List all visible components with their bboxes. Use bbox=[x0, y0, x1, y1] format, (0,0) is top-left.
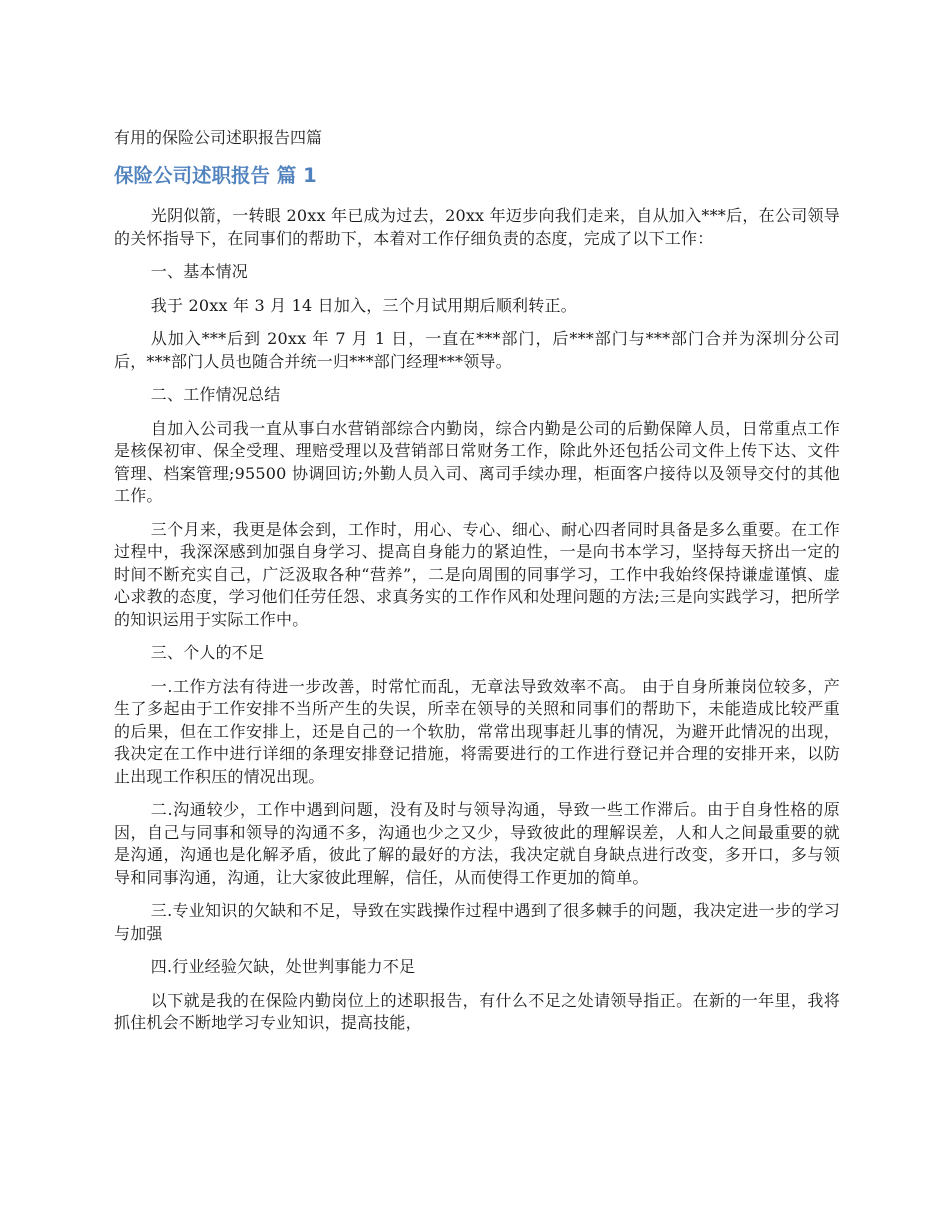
document-body bbox=[114, 205, 840, 1046]
paragraph-shortcoming-1: 一.工作方法有待进一步改善，时常忙而乱，无章法导致效率不高。 由于自身所兼岗位较多，产生了多起由于工作安排不当所产生的失误，所幸在领导的关照和同事们的帮助下，未能造成比较严重的后果，但在工作安排上，还是自己的一个软肋，常常出现事赶儿事的情况，为避开此情况的出现，我决定在工作中进行详细的条理安排登记措施，将需要进行的工作进行登记并合理的安排开来，以防止出现工作积压的情况出现。 bbox=[114, 676, 840, 786]
subheading-work-summary: 二、工作情况总结 bbox=[150, 385, 281, 404]
section-heading: 保险公司述职报告 篇 1 bbox=[114, 164, 317, 187]
paragraph-closing: 以下就是我的在保险内勤岗位上的述职报告，有什么不足之处请领导指正。在新的一年里，我将抓住机会不断地学习专业知识，提高技能， bbox=[114, 990, 840, 1032]
paragraph-experience: 三个月来，我更是体会到，工作时，用心、专心、细心、耐心四者同时具备是多么重要。在工作过程中，我深深感到加强自身学习、提高自身能力的紧迫性，一是向书本学习，坚持每天挤出一定的时间不断充实自己，广泛汲取各种“营养”，二是向周围的同事学习，工作中我始终保持谦虚谨慎、虚心求教的态度，学习他们任劳任怨、求真务实的工作作风和处理问题的方法;三是向实践学习，把所学的知识运用于实际工作中。 bbox=[114, 519, 840, 629]
paragraph-department: 从加入***后到 20xx 年 7 月 1 日，一直在***部门，后***部门与***部门合并为深圳分公司后，***部门人员也随合并统一归***部门经理***领导。 bbox=[114, 329, 840, 371]
paragraph-duties: 自加入公司我一直从事白水营销部综合内勤岗，综合内勤是公司的后勤保障人员，日常重点工作是核保初审、保全受理、理赔受理以及营销部日常财务工作，除此外还包括公司文件上传下达、文件管理、档案管理;95500 协调回访;外勤人员入司、离司手续办理，柜面客户接待以及领导交付的其他工作。 bbox=[114, 418, 840, 505]
subheading-basic-info: 一、基本情况 bbox=[150, 262, 248, 281]
paragraph-shortcoming-3: 三.专业知识的欠缺和不足，导致在实践操作过程中遇到了很多棘手的问题，我决定进一步的学习与加强 bbox=[114, 901, 840, 943]
paragraph-shortcoming-4: 四.行业经验欠缺，处世判事能力不足 bbox=[150, 957, 416, 976]
paragraph-shortcoming-2: 二.沟通较少，工作中遇到问题，没有及时与领导沟通，导致一些工作滞后。由于自身性格的原因，自己与同事和领导的沟通不多，沟通也少之又少，导致彼此的理解误差，人和人之间最重要的就是沟通，沟通也是化解矛盾，彼此了解的最好的方法，我决定就自身缺点进行改变，多开口，多与领导和同事沟通，沟通，让大家彼此理解，信任，从而使得工作更加的简单。 bbox=[114, 800, 840, 887]
paragraph-intro: 光阴似箭，一转眼 20xx 年已成为过去，20xx 年迈步向我们走来，自从加入***后，在公司领导的关怀指导下，在同事们的帮助下，本着对工作仔细负责的态度，完成了以下工作： bbox=[114, 206, 840, 248]
subheading-shortcomings: 三、个人的不足 bbox=[150, 643, 265, 662]
document-title: 有用的保险公司述职报告四篇 bbox=[114, 128, 323, 147]
paragraph-join-date: 我于 20xx 年 3 月 14 日加入，三个月试用期后顺利转正。 bbox=[150, 295, 577, 315]
